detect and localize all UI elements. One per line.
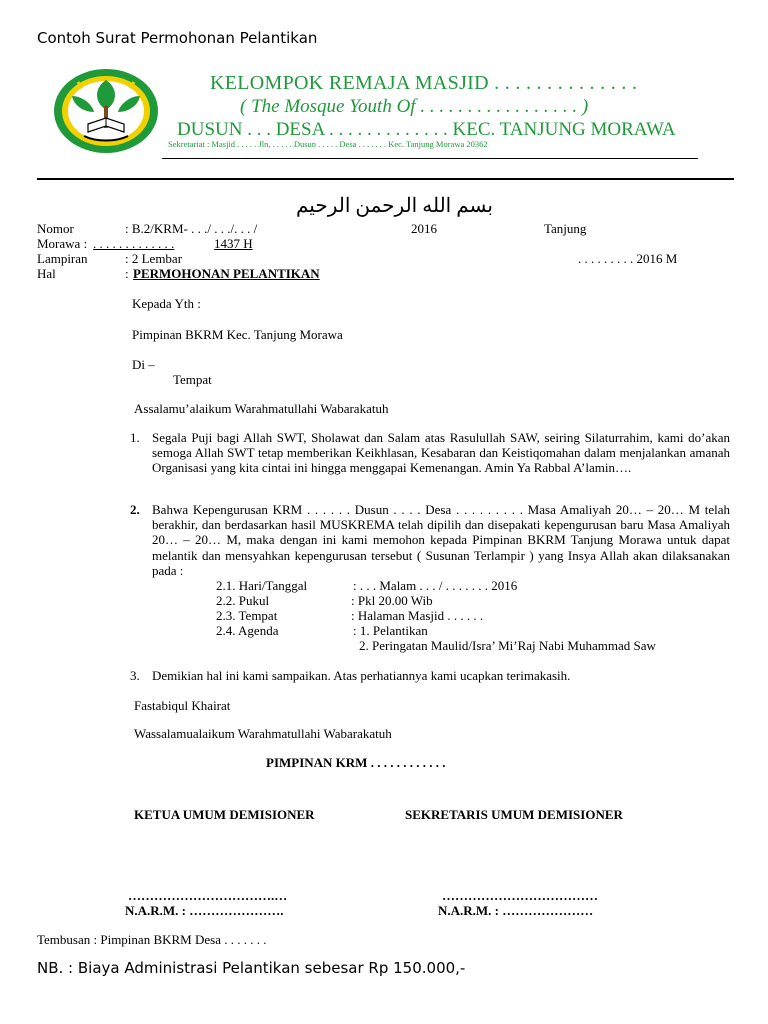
schedule-pukul-label: 2.2. Pukul <box>216 593 270 608</box>
schedule-hari-label: 2.1. Hari/Tanggal <box>216 578 308 593</box>
letterhead-org-en: ( The Mosque Youth Of . . . . . . . . . . . . . . . . . ) <box>240 96 589 117</box>
lampiran-value: : 2 Lembar <box>125 251 183 266</box>
letterhead-thick-rule <box>37 178 734 180</box>
letterhead-secretariat: Sekretariat : Masjid . . . . . Jln, . . . . . Dusun . . . . . Desa . . . . . . . Kec. Tanjung Morawa 20362 <box>168 139 488 149</box>
nomor-value: : B.2/KRM- . . ./ . . ./. . . / <box>125 221 258 236</box>
basmala-calligraphy-icon: بسم الله الرحمن الرحيم <box>296 195 493 217</box>
item-1-number: 1. <box>130 430 140 445</box>
item-3-text: Demikian hal ini kami sampaikan. Atas perhatiannya kami ucapkan terimakasih. <box>152 668 571 683</box>
sekretaris-signature-line: ……………………………… <box>442 888 598 903</box>
item-2-number: 2. <box>130 502 140 517</box>
salam-closing: Wassalamualaikum Warahmatullahi Wabarakatuh <box>134 726 392 741</box>
hijri-year: 1437 H <box>214 236 253 251</box>
lampiran-label: Lampiran <box>37 251 88 266</box>
hal-label: Hal <box>37 266 56 281</box>
recipient-name: Pimpinan BKRM Kec. Tanjung Morawa <box>132 327 343 342</box>
hijri-dots: . . . . . . . . . . . . . <box>93 236 175 251</box>
recipient-di: Di – <box>132 357 155 372</box>
tembusan: Tembusan : Pimpinan BKRM Desa . . . . . . . <box>37 932 267 947</box>
schedule-agenda-value-1: : 1. Pelantikan <box>353 623 428 638</box>
ketua-narm: N.A.R.M. : …………………. <box>125 903 284 918</box>
page-heading: Contoh Surat Permohonan Pelantikan <box>37 29 318 47</box>
sekretaris-umum-title: SEKRETARIS UMUM DEMISIONER <box>405 807 623 822</box>
schedule-agenda-label: 2.4. Agenda <box>216 623 279 638</box>
morawa-label: Morawa : <box>37 236 88 251</box>
fastabiqul-khairat: Fastabiqul Khairat <box>134 698 231 713</box>
schedule-hari-value: : . . . Malam . . . / . . . . . . . 2016 <box>353 578 518 593</box>
schedule-agenda-value-2: 2. Peringatan Maulid/Isra’ Mi’Raj Nabi Muhammad Saw <box>359 638 656 653</box>
place-label: Tanjung <box>544 221 587 236</box>
pimpinan-krm: PIMPINAN KRM . . . . . . . . . . . . <box>266 755 446 770</box>
nomor-label: Nomor <box>37 221 74 236</box>
mosque-youth-emblem-icon <box>48 66 164 156</box>
item-3-number: 3. <box>130 668 140 683</box>
nomor-year: 2016 <box>411 221 437 236</box>
recipient-tempat: Tempat <box>173 372 212 387</box>
masehi-date: . . . . . . . . . 2016 M <box>578 251 678 266</box>
salam-opening: Assalamu’alaikum Warahmatullahi Wabarakatuh <box>134 401 389 416</box>
item-2-text: Bahwa Kepengurusan KRM . . . . . . Dusun . . . . Desa . . . . . . . . . Masa Amaliyah 20… – 20… M telah berakhir, dan berdasarkan hasil MUSKREMA telah dipilih dan disepakati kepengurusan baru Masa Amaliyah 20… – 20… M, maka dengan ini kami memohon kepada Pimpinan BKRM Tanjung Morawa untuk dapat melantik dan mensyahkan kepengurusan tersebut ( Susunan Terlampir ) yang Insya Allah akan dilaksanakan pada : <box>152 502 730 578</box>
letterhead-org: KELOMPOK REMAJA MASJID . . . . . . . . . . . . . . <box>210 72 638 94</box>
sekretaris-narm: N.A.R.M. : ………………… <box>438 903 594 918</box>
schedule-tempat-value: : Halaman Masjid . . . . . . <box>351 608 484 623</box>
schedule-pukul-value: : Pkl 20.00 Wib <box>351 593 433 608</box>
hal-value: PERMOHONAN PELANTIKAN <box>133 266 320 281</box>
kepada-yth: Kepada Yth : <box>132 296 201 311</box>
hal-colon: : <box>125 266 129 281</box>
letterhead-thin-rule <box>162 158 698 159</box>
ketua-signature-line: …………………………….… <box>128 888 288 903</box>
ketua-umum-title: KETUA UMUM DEMISIONER <box>134 807 315 822</box>
item-1-text: Segala Puji bagi Allah SWT, Sholawat dan Salam atas Rasulullah SAW, seiring Silaturrahim, kami do’akan semoga Allah SWT tetap memberikan Keikhlasan, Kesabaran dan Keistiqomahan dalam menjalankan amanah Organisasi yang kita cintai ini hingga menggapai Kemenangan. Amin Ya Rabbal A’lamin…. <box>152 430 730 476</box>
letterhead-address: DUSUN . . . DESA . . . . . . . . . . . . . KEC. TANJUNG MORAWA <box>177 119 676 140</box>
schedule-tempat-label: 2.3. Tempat <box>216 608 278 623</box>
nb-note: NB. : Biaya Administrasi Pelantikan sebesar Rp 150.000,- <box>37 959 466 977</box>
